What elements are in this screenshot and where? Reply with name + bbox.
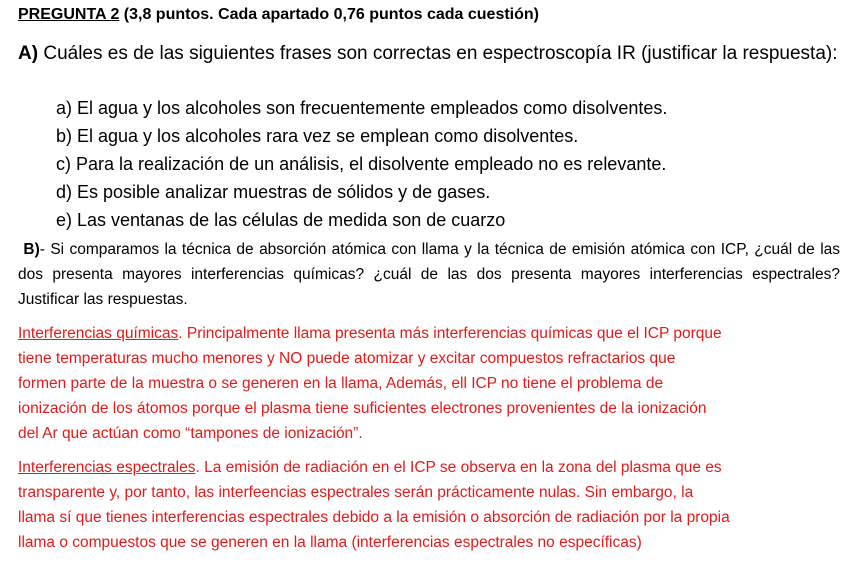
option-a: a) El agua y los alcoholes son frecuentemente empleados como disolventes. <box>56 98 668 118</box>
option-d: d) Es posible analizar muestras de sólidos y de gases. <box>56 182 491 202</box>
answer-line: llama o compuestos que se generen en la llama (interferencias espectrales no específicas) <box>18 534 642 551</box>
question-number: PREGUNTA 2 <box>18 6 120 23</box>
answer-line <box>18 321 840 346</box>
answer-line: ionización de los átomos porque el plasma tiene suficientes electrones provenientes de la ionización <box>18 400 707 417</box>
question-points: (3,8 puntos. Cada apartado 0,76 puntos cada cuestión) <box>119 6 539 23</box>
question-a <box>18 40 838 67</box>
question-b <box>18 237 840 312</box>
answer-spectral-interferences <box>18 455 840 555</box>
answer-text: . Principalmente llama presenta más interferencias químicas que el ICP porque <box>178 325 722 342</box>
question-a-text: Cuáles es de las siguientes frases son correctas en espectroscopía IR (justificar la respuesta): <box>38 43 838 64</box>
answer-chemical-interferences <box>18 321 840 446</box>
question-a-options <box>56 94 667 234</box>
answer-term: Interferencias espectrales <box>18 459 196 476</box>
option-b: b) El agua y los alcoholes rara vez se emplean como disolventes. <box>56 126 579 146</box>
answer-line: tiene temperaturas mucho menores y NO puede atomizar y excitar compuestos refractarios que <box>18 350 676 367</box>
option-c: c) Para la realización de un análisis, el disolvente empleado no es relevante. <box>56 154 667 174</box>
question-b-label: B) <box>23 241 40 258</box>
option-e: e) Las ventanas de las células de medida son de cuarzo <box>56 210 506 230</box>
answer-line: del Ar que actúan como “tampones de ionización”. <box>18 425 363 442</box>
question-a-label: A) <box>18 43 39 64</box>
question-heading <box>18 6 539 24</box>
answer-line: formen parte de la muestra o se generen en la llama, Además, ell ICP no tiene el problema de <box>18 375 664 392</box>
answer-line: transparente y, por tanto, las interfeencias espectrales serán prácticamente nulas. Sin embargo, la <box>18 484 694 501</box>
answer-text: . La emisión de radiación en el ICP se observa en la zona del plasma que es <box>195 459 722 476</box>
question-b-text: - Si comparamos la técnica de absorción atómica con llama y la técnica de emisión atómica con ICP, ¿cuál de las dos presenta mayores interferencias químicas? ¿cuál de las dos presenta mayores interferencias espectrales? Justificar las respuestas. <box>18 241 841 308</box>
answer-line: llama sí que tienes interferencias espectrales debido a la emisión o absorción de radiación por la propia <box>18 509 730 526</box>
answer-line <box>18 455 840 480</box>
answer-term: Interferencias químicas <box>18 325 179 342</box>
